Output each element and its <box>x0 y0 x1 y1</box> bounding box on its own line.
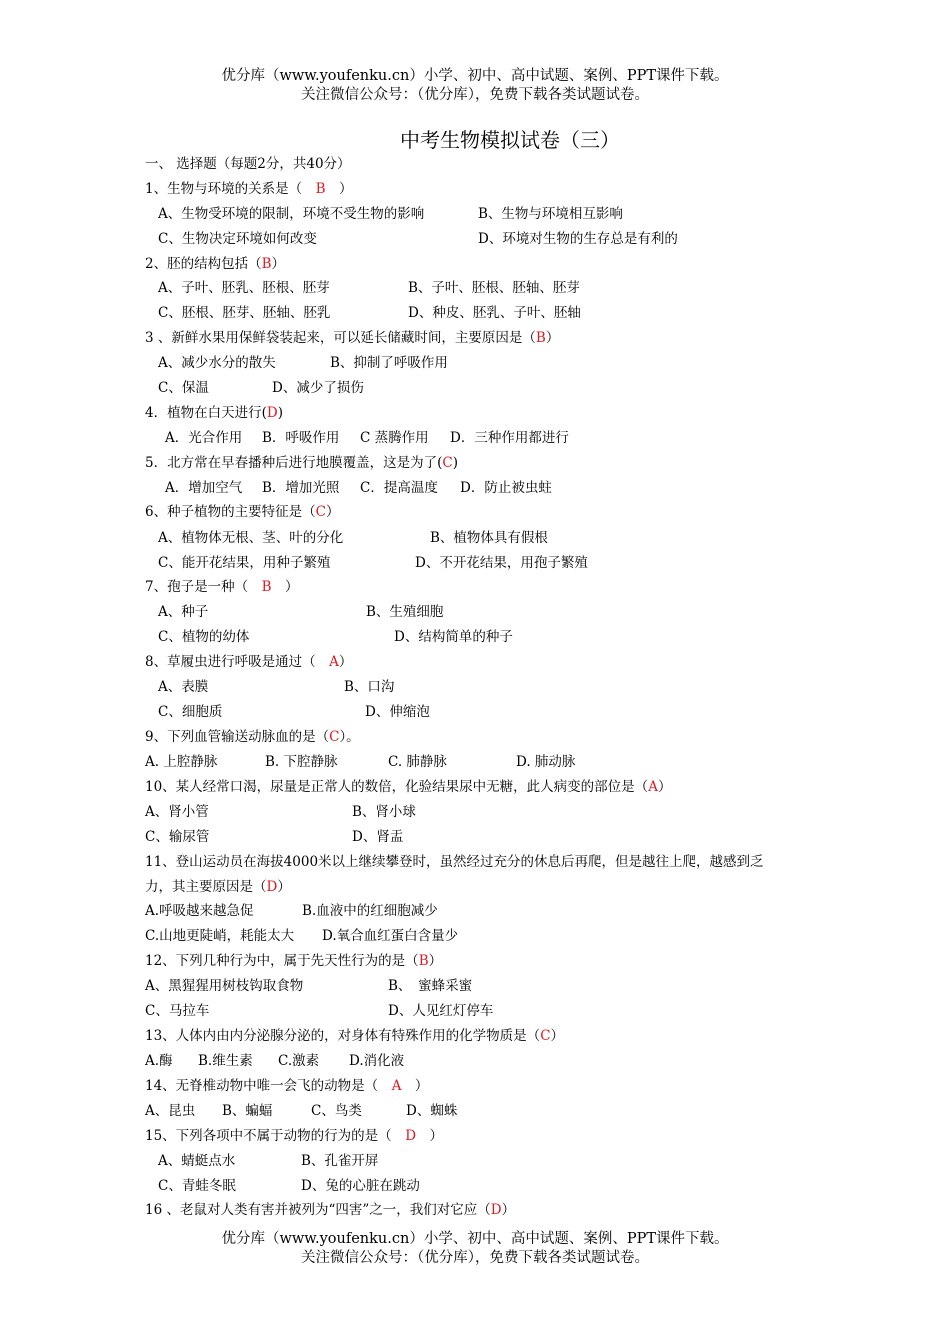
q7-option-b: B、生殖细胞 <box>366 604 444 620</box>
q3-option-a: A、减少水分的散失 <box>158 355 276 371</box>
q11-option-c: C.山地更陡峭，耗能太大 <box>145 928 295 944</box>
q2-option-d: D、种皮、胚乳、子叶、胚轴 <box>408 305 581 321</box>
q14-option-c: C、鸟类 <box>311 1103 362 1119</box>
q15-option-d: D、兔的心脏在跳动 <box>301 1178 420 1194</box>
answer-7: B <box>261 579 272 595</box>
q13-option-c: C.激素 <box>278 1053 320 1069</box>
q12-option-b: B、 蜜蜂采蜜 <box>388 978 473 994</box>
answer-11: D <box>266 879 278 895</box>
q3-option-c: C、保温 <box>158 380 209 396</box>
q6-option-d: D、不开花结果，用孢子繁殖 <box>415 555 588 571</box>
q12-option-a: A、黑猩猩用树枝钩取食物 <box>145 978 304 994</box>
q13-option-a: A.酶 <box>145 1053 173 1069</box>
answer-14: A <box>391 1078 402 1094</box>
page-title: 中考生物模拟试卷（三） <box>400 128 620 152</box>
q14-option-d: D、蜘蛛 <box>406 1103 458 1119</box>
q4-option-a: A．光合作用 <box>165 430 243 446</box>
answer-12: B <box>418 953 429 969</box>
q5-option-d: D．防止被虫蛀 <box>460 480 552 496</box>
question-9: 9、下列血管输送动脉血的是（C）。 <box>145 729 360 745</box>
q9-option-a: A. 上腔静脉 <box>145 754 218 770</box>
answer-3: B <box>535 330 546 346</box>
q5-option-b: B．增加光照 <box>262 480 340 496</box>
answer-16: D <box>490 1202 502 1218</box>
answer-15: D <box>405 1128 417 1144</box>
q6-option-c: C、能开花结果，用种子繁殖 <box>158 555 331 571</box>
q15-option-a: A、蜻蜓点水 <box>158 1153 236 1169</box>
question-3: 3 、新鲜水果用保鲜袋装起来，可以延长储藏时间，主要原因是（B） <box>145 330 560 346</box>
q5-option-c: C．提高温度 <box>360 480 438 496</box>
answer-13: C <box>540 1028 551 1044</box>
answer-4: D <box>266 405 278 421</box>
q8-option-d: D、伸缩泡 <box>365 704 430 720</box>
q7-option-c: C、植物的幼体 <box>158 629 250 645</box>
answer-10: A <box>648 779 658 795</box>
q12-option-d: D、人见红灯停车 <box>388 1003 494 1019</box>
question-7: 7、孢子是一种（ B ） <box>145 579 299 595</box>
q1-option-d: D、环境对生物的生存总是有利的 <box>478 231 678 247</box>
q8-option-c: C、细胞质 <box>158 704 223 720</box>
question-2: 2、胚的结构包括（B） <box>145 256 286 272</box>
q10-option-d: D、肾盂 <box>352 829 404 845</box>
question-12: 12、下列几种行为中，属于先天性行为的是（B） <box>145 953 443 969</box>
question-13: 13、人体内由内分泌腺分泌的，对身体有特殊作用的化学物质是（C） <box>145 1028 565 1044</box>
q11-option-a: A.呼吸越来越急促 <box>145 903 254 919</box>
question-5: 5．北方常在早春播种后进行地膜覆盖，这是为了(C) <box>145 455 458 471</box>
question-11: 11、登山运动员在海拔4000米以上继续攀登时，虽然经过充分的休息后再爬，但是越往上爬，越感到乏 <box>145 854 764 870</box>
footer-line-1: 优分库（www.youfenku.cn）小学、初中、高中试题、案例、PPT课件下载。 <box>221 1231 729 1247</box>
q11-option-b: B.血液中的红细胞减少 <box>302 903 438 919</box>
answer-5: C <box>442 455 453 471</box>
question-8: 8、草履虫进行呼吸是通过（ A） <box>145 654 353 670</box>
question-14: 14、无脊椎动物中唯一会飞的动物是（ A ） <box>145 1078 429 1094</box>
q12-option-c: C、马拉车 <box>145 1003 210 1019</box>
question-1: 1、生物与环境的关系是（ B ） <box>145 181 353 197</box>
answer-9: C <box>329 729 340 745</box>
header-line-2: 关注微信公众号：（优分库），免费下载各类试题试卷。 <box>301 87 649 103</box>
q4-option-b: B．呼吸作用 <box>262 430 340 446</box>
q14-option-b: B、蝙蝠 <box>222 1103 273 1119</box>
q10-option-c: C、输尿管 <box>145 829 210 845</box>
section-heading: 一、 选择题（每题2分，共40分） <box>145 156 351 172</box>
q7-option-d: D、结构简单的种子 <box>394 629 513 645</box>
answer-8: A <box>329 654 339 670</box>
footer-line-2: 关注微信公众号：（优分库），免费下载各类试题试卷。 <box>301 1250 649 1266</box>
q15-option-b: B、孔雀开屏 <box>301 1153 379 1169</box>
question-10: 10、某人经常口渴，尿量是正常人的数倍，化验结果尿中无糖，此人病变的部位是（A） <box>145 779 672 795</box>
q11-option-d: D.氧合血红蛋白含量少 <box>322 928 459 944</box>
q8-option-a: A、表膜 <box>158 679 209 695</box>
question-15: 15、下列各项中不属于动物的行为的是（ D ） <box>145 1128 444 1144</box>
q2-option-a: A、子叶、胚乳、胚根、胚芽 <box>158 280 330 296</box>
answer-6: C <box>315 504 326 520</box>
q9-option-b: B. 下腔静脉 <box>265 754 338 770</box>
q5-option-a: A．增加空气 <box>165 480 243 496</box>
q1-option-b: B、生物与环境相互影响 <box>478 206 623 222</box>
q3-option-d: D、减少了损伤 <box>272 380 364 396</box>
q9-option-d: D. 肺动脉 <box>516 754 576 770</box>
q8-option-b: B、口沟 <box>344 679 395 695</box>
q13-option-d: D.消化液 <box>349 1053 405 1069</box>
q10-option-a: A、肾小管 <box>145 804 209 820</box>
answer-1: B <box>315 181 326 197</box>
q1-option-c: C、生物决定环境如何改变 <box>158 231 317 247</box>
q1-option-a: A、生物受环境的限制，环境不受生物的影响 <box>158 206 425 222</box>
q2-option-c: C、胚根、胚芽、胚轴、胚乳 <box>158 305 331 321</box>
header-line-1: 优分库（www.youfenku.cn）小学、初中、高中试题、案例、PPT课件下载。 <box>221 68 729 84</box>
question-4: 4．植物在白天进行(D) <box>145 405 283 421</box>
q2-option-b: B、子叶、胚根、胚轴、胚芽 <box>408 280 580 296</box>
q4-option-d: D．三种作用都进行 <box>450 430 569 446</box>
answer-2: B <box>261 256 272 272</box>
q14-option-a: A、昆虫 <box>145 1103 196 1119</box>
q9-option-c: C. 肺静脉 <box>388 754 447 770</box>
q6-option-a: A、植物体无根、茎、叶的分化 <box>158 530 344 546</box>
q10-option-b: B、肾小球 <box>352 804 416 820</box>
q4-option-c: C 蒸腾作用 <box>360 430 429 446</box>
q7-option-a: A、种子 <box>158 604 209 620</box>
q6-option-b: B、植物体具有假根 <box>430 530 548 546</box>
q15-option-c: C、青蛙冬眠 <box>158 1178 236 1194</box>
question-6: 6、种子植物的主要特征是（C） <box>145 504 340 520</box>
question-16: 16 、老鼠对人类有害并被列为“四害”之一，我们对它应（D） <box>145 1202 516 1218</box>
q3-option-b: B、抑制了呼吸作用 <box>330 355 448 371</box>
q13-option-b: B.维生素 <box>198 1053 253 1069</box>
question-11-cont: 力，其主要原因是（D） <box>145 879 291 895</box>
